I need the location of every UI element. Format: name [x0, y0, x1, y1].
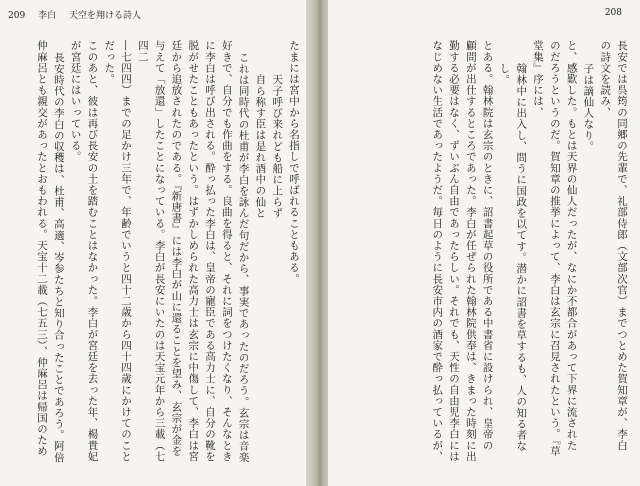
left-quote-line-1: 天子呼び来れども船に上らず — [271, 73, 284, 218]
left-column-3: 好きで、自分でも作曲をする。良曲を得ると、それに詞をつけたくなり、そんなとき — [220, 40, 233, 462]
left-page-body — [10, 40, 302, 470]
left-quote-line-2: 自ら称す臣は是れ酒中の仙と — [254, 73, 267, 218]
right-column-11: なじめない生活であったようだ。毎日のように長安市内の酒家で酔っ払っているが、 — [431, 40, 444, 462]
left-page — [0, 0, 312, 486]
right-column-2: の詩文を読み、 — [599, 40, 612, 118]
right-column-10: 勤する必要はなく、ずいぶん自由であったらしい。それでも、天性の自由児李白には — [448, 40, 461, 462]
right-column-3: と、感歎した。もとは天界の仙人だったが、なにか不都合があって下界に流された — [565, 40, 578, 451]
left-column-5: 脱がせたこともあったという。はずかしめられた高力士は玄宗に中傷して、李白は宮 — [187, 40, 200, 462]
right-column-9: 顧問が出仕するところであった。李白が任ぜられた翰林院供奉は、きまった時刻に出 — [464, 40, 477, 462]
left-column-1: たまには宮中から名指しで呼ばれることもある。 — [288, 40, 300, 285]
right-column-1: 長安では呉筠の同郷の先輩で、礼部侍郎（文部次官）までつとめた賀知章が、李白 — [616, 40, 628, 451]
left-column-10: が宮廷にはいっている。 — [69, 40, 82, 163]
right-column-6: 翰林中に出入し、問うに国政を以てす。潜かに詔書を草するも、人の知る者な — [515, 63, 528, 452]
right-quote: 子は謫仙人なり。 — [582, 63, 595, 152]
left-column-2: これは同時代の杜甫が李白を詠んだ句だから、事実であったのだろう。玄宗は音楽 — [237, 51, 250, 463]
left-column-11: 長安時代の李白の収穫は、杜甫、高適、岑参たちと知り合ったことであろう。阿倍 — [52, 51, 65, 463]
right-column-7: し。 — [498, 63, 511, 86]
left-page-number: 209 — [8, 11, 26, 21]
left-column-9: このあと、彼は再び長安の土を踏むことはなかった。李白が宮廷を去った年、楊貴妃 — [86, 40, 99, 462]
left-column-12: 仲麻呂とも親交があったとおもわれる。天宝十二載（七五三）、仲麻呂は帰国のため — [36, 40, 49, 457]
left-page-header — [8, 8, 151, 21]
right-page-body — [338, 40, 630, 470]
right-page-header — [605, 8, 632, 18]
right-page — [328, 0, 640, 486]
left-chapter-name: 李白 — [38, 11, 57, 21]
right-column-5: 堂集』序には、 — [532, 40, 545, 118]
right-page-number: 208 — [604, 8, 622, 18]
left-section-title: 天空を翔ける詩人 — [68, 11, 141, 21]
left-column-6: 廷から追放されたのである。『新唐書』には李白が山に還ることを望み、玄宗が金を — [170, 40, 183, 457]
left-column-4: に李白は呼び出される。酔っ払った李白は、皇帝の寵臣である高力士に、自分の靴を — [204, 40, 217, 462]
left-column-8: ―七四四）までの足かけ三年で、年齢でいうと四十二歳から四十四歳にかけてのことだった。 — [103, 40, 133, 462]
left-column-7: 与えて「放還」したことになっている。李白が長安にいたのは天宝元年から三載（七四二 — [136, 40, 166, 462]
right-column-8: とある。翰林院は玄宗のときに、詔書起草の役所である中書省に設けられ、皇帝の — [481, 40, 494, 451]
right-column-4: のだろうというのだ。賀知章の推挙によって、李白は玄宗に召見されたという。『草 — [548, 40, 561, 457]
